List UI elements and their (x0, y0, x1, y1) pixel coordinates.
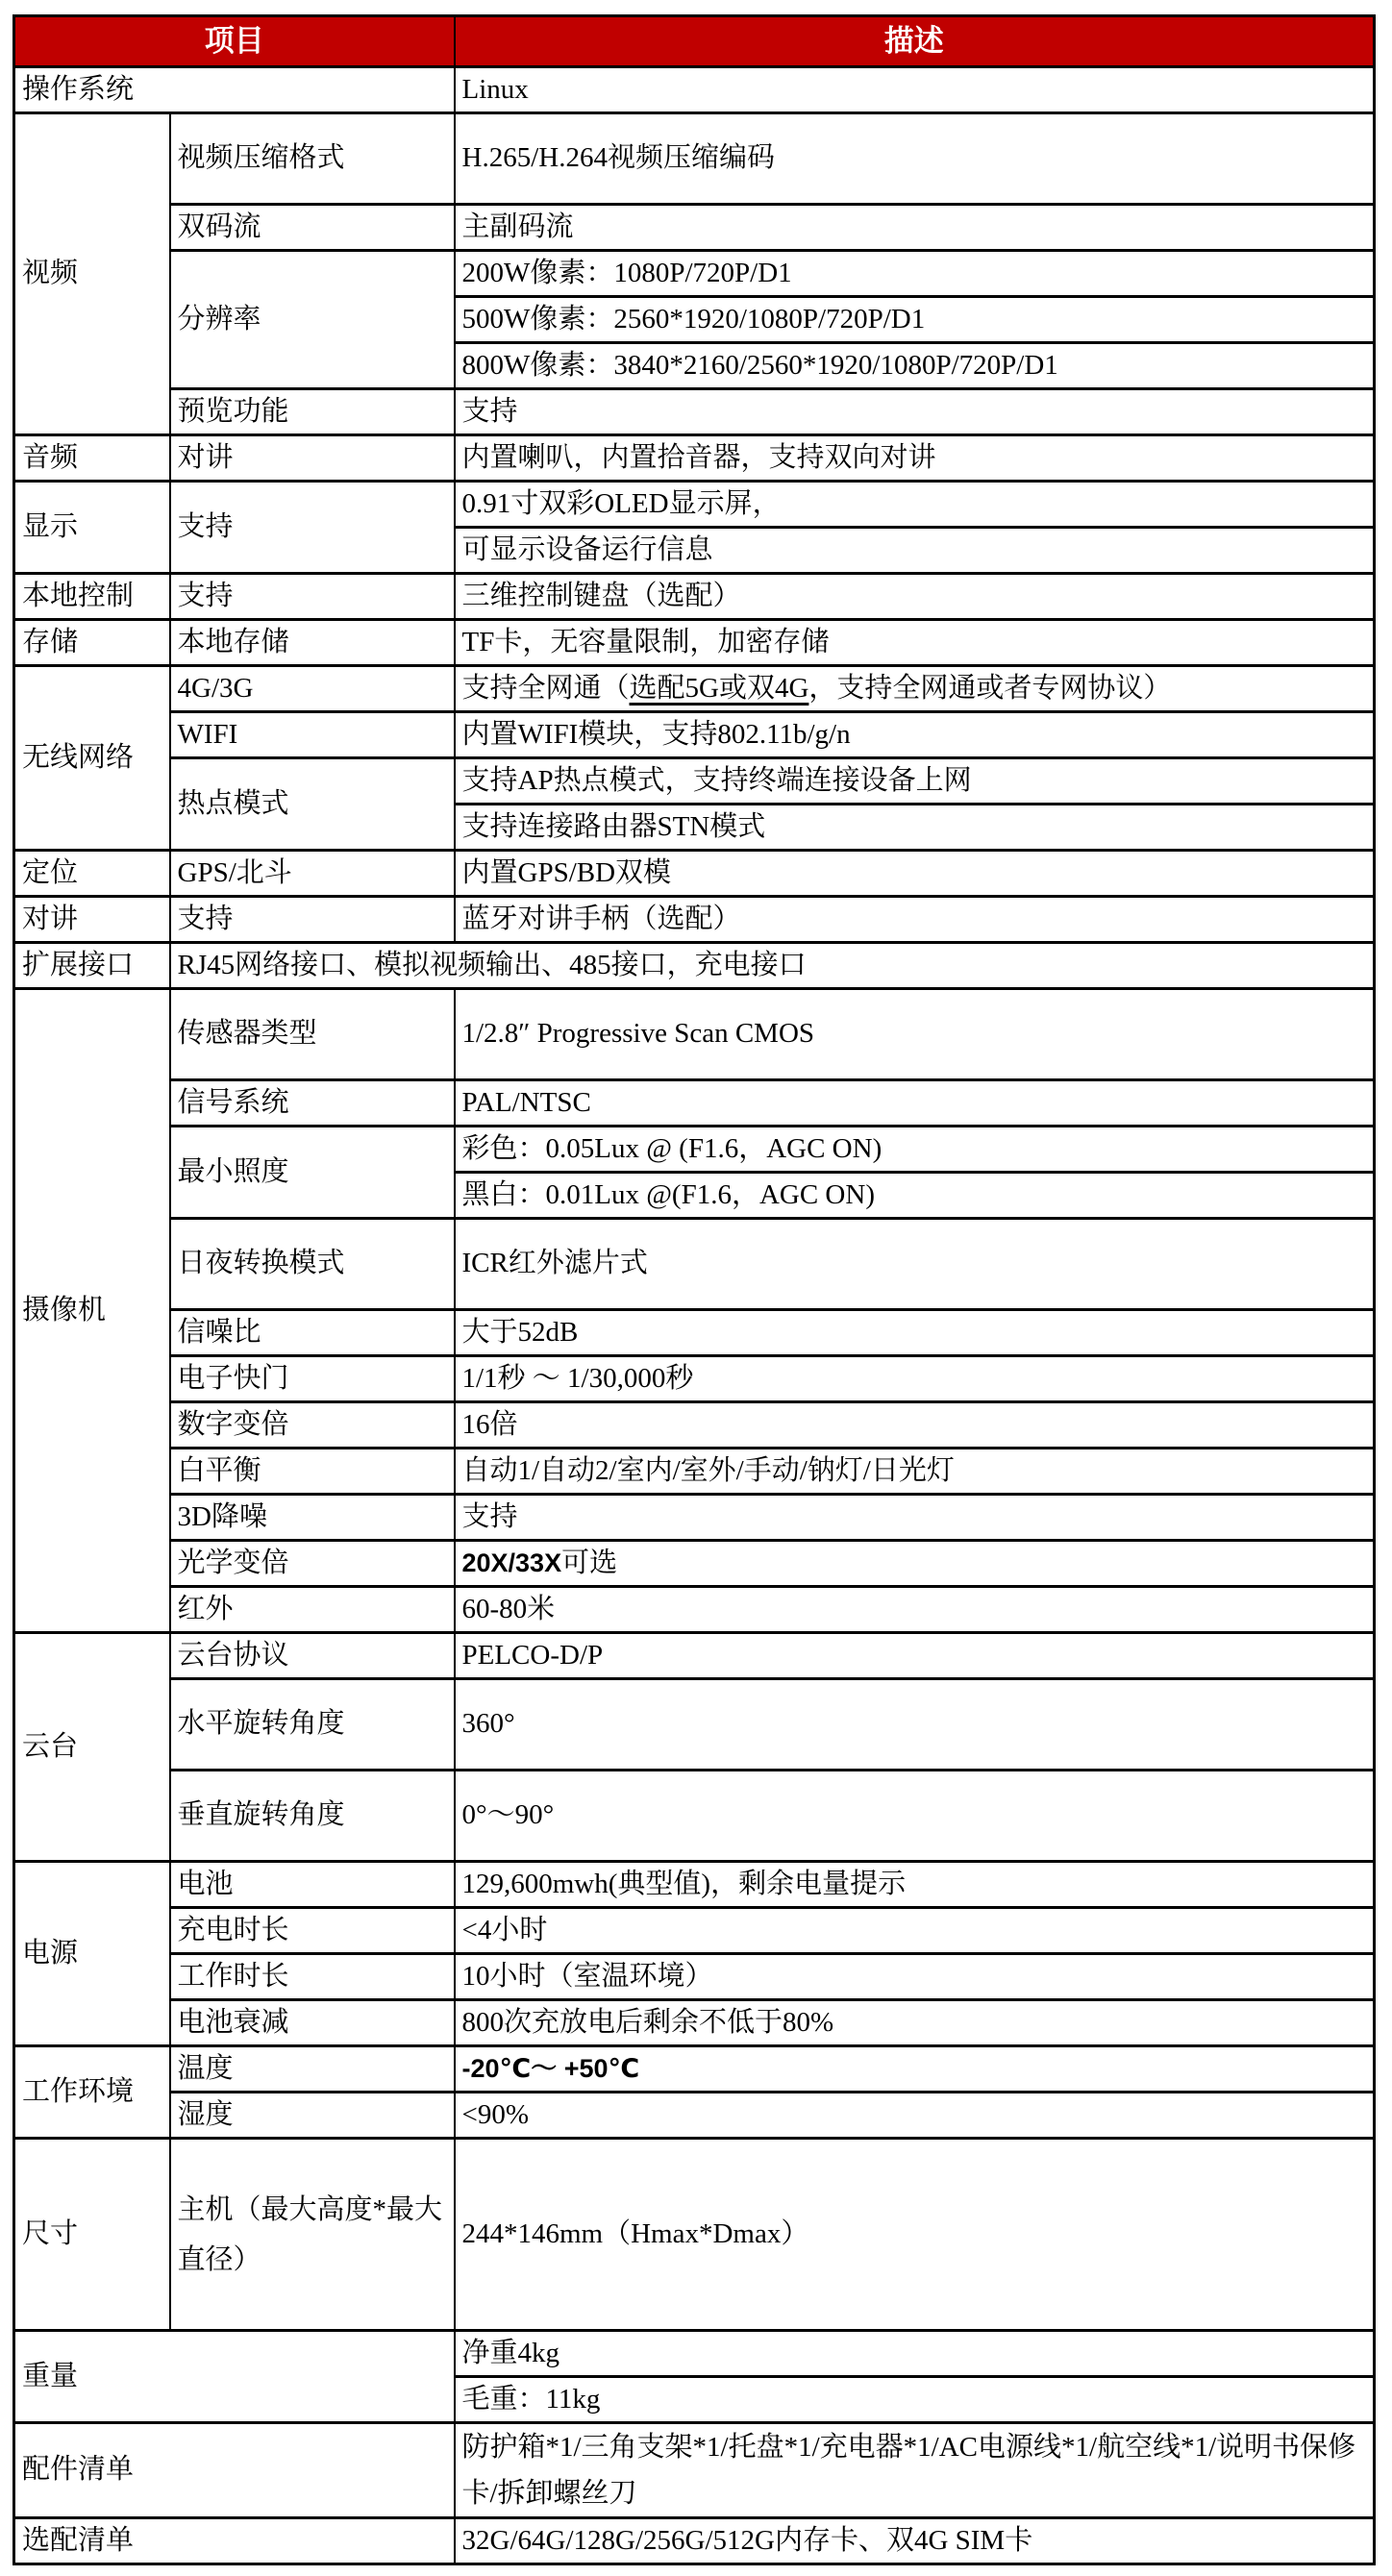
cell-storage-label: 本地存储 (170, 620, 455, 666)
cell-work-time-value: 10小时（室温环境） (455, 1954, 1375, 2000)
cell-white-balance-label: 白平衡 (170, 1449, 455, 1495)
group-audio: 音频 (14, 435, 170, 482)
cell-infrared-value: 60-80米 (455, 1587, 1375, 1633)
cell-wifi-value: 内置WIFI模块，支持802.11b/g/n (455, 712, 1375, 758)
cell-accessories-label: 配件清单 (14, 2423, 455, 2518)
cell-accessories-value: 防护箱*1/三角支架*1/托盘*1/充电器*1/AC电源线*1/航空线*1/说明书保修卡/拆卸螺丝刀 (455, 2423, 1375, 2518)
cell-ptz-protocol-label: 云台协议 (170, 1633, 455, 1679)
cell-optical-zoom-value (455, 1541, 1375, 1587)
cell-weight-gross: 毛重：11kg (455, 2377, 1375, 2423)
cell-weight-label: 重量 (14, 2331, 455, 2423)
cell-pan-value: 360° (455, 1679, 1375, 1771)
cell-snr-label: 信噪比 (170, 1310, 455, 1356)
cell-local-control-value: 三维控制键盘（选配） (455, 574, 1375, 620)
cell-local-control-label: 支持 (170, 574, 455, 620)
cell-tilt-value: 0°～90° (455, 1771, 1375, 1862)
optical-zoom-alt: 20X/33X (461, 1548, 562, 1577)
cell-display-label: 支持 (170, 482, 455, 574)
cell-dual-stream-label: 双码流 (170, 205, 455, 251)
cell-resolution-label: 分辨率 (170, 251, 455, 389)
cell-digital-zoom-value: 16倍 (455, 1402, 1375, 1449)
cell-tilt-label: 垂直旋转角度 (170, 1771, 455, 1862)
group-wireless: 无线网络 (14, 666, 170, 851)
cell-min-illumination-color: 彩色：0.05Lux @ (F1.6，AGC ON) (455, 1127, 1375, 1173)
group-positioning: 定位 (14, 851, 170, 897)
optical-zoom-rest: 可选 (561, 1547, 618, 1578)
cell-noise-reduction-value: 支持 (455, 1495, 1375, 1541)
cell-preview-label: 预览功能 (170, 389, 455, 435)
cell-battery-decay-value: 800次充放电后剩余不低于80% (455, 2000, 1375, 2046)
cell-min-illumination-bw: 黑白：0.01Lux @(F1.6，AGC ON) (455, 1173, 1375, 1219)
cell-dimensions-value: 244*146mm（Hmax*Dmax） (455, 2139, 1375, 2331)
cell-dimensions-label: 主机（最大高度*最大直径） (170, 2139, 455, 2331)
cell-dual-stream-value: 主副码流 (455, 205, 1375, 251)
group-video: 视频 (14, 113, 170, 435)
cell-shutter-value: 1/1秒 ～ 1/30,000秒 (455, 1356, 1375, 1402)
cell-resolution-200w: 200W像素：1080P/720P/D1 (455, 251, 1375, 297)
cell-audio-value: 内置喇叭，内置拾音器，支持双向对讲 (455, 435, 1375, 482)
cell-humidity-value: <90% (455, 2093, 1375, 2139)
group-environment: 工作环境 (14, 2046, 170, 2139)
cell-positioning-value: 内置GPS/BD双模 (455, 851, 1375, 897)
cell-preview-value: 支持 (455, 389, 1375, 435)
cell-snr-value: 大于52dB (455, 1310, 1375, 1356)
cell-expansion-value: RJ45网络接口、模拟视频输出、485接口，充电接口 (170, 943, 1375, 989)
cell-storage-value: TF卡，无容量限制，加密存储 (455, 620, 1375, 666)
cell-shutter-label: 电子快门 (170, 1356, 455, 1402)
cell-charge-time-value: <4小时 (455, 1908, 1375, 1954)
cell-intercom-value: 蓝牙对讲手柄（选配） (455, 897, 1375, 943)
cell-infrared-label: 红外 (170, 1587, 455, 1633)
cell-min-illumination-label: 最小照度 (170, 1127, 455, 1219)
cell-audio-label: 对讲 (170, 435, 455, 482)
cell-weight-net: 净重4kg (455, 2331, 1375, 2377)
group-power: 电源 (14, 1862, 170, 2046)
group-display: 显示 (14, 482, 170, 574)
header-item: 项目 (14, 16, 455, 67)
cell-intercom-label: 支持 (170, 897, 455, 943)
cell-noise-reduction-label: 3D降噪 (170, 1495, 455, 1541)
cell-options-value: 32G/64G/128G/256G/512G内存卡、双4G SIM卡 (455, 2518, 1375, 2564)
cell-hotspot-value-2: 支持连接路由器STN模式 (455, 805, 1375, 851)
cell-white-balance-value: 自动1/自动2/室内/室外/手动/钠灯/日光灯 (455, 1449, 1375, 1495)
group-storage: 存储 (14, 620, 170, 666)
group-ptz: 云台 (14, 1633, 170, 1862)
cell-expansion-label: 扩展接口 (14, 943, 170, 989)
cell-pan-label: 水平旋转角度 (170, 1679, 455, 1771)
cellular-value-prefix: 支持全网通（ (461, 672, 630, 704)
cell-battery-decay-label: 电池衰减 (170, 2000, 455, 2046)
cell-temperature-label: 温度 (170, 2046, 455, 2093)
group-intercom: 对讲 (14, 897, 170, 943)
cell-os-value: Linux (455, 67, 1375, 113)
cell-work-time-label: 工作时长 (170, 1954, 455, 2000)
cell-hotspot-label: 热点模式 (170, 758, 455, 851)
cell-wifi-label: WIFI (170, 712, 455, 758)
cell-cellular-value (455, 666, 1375, 712)
cell-signal-label: 信号系统 (170, 1080, 455, 1127)
cell-ptz-protocol-value: PELCO-D/P (455, 1633, 1375, 1679)
header-row (14, 16, 1375, 67)
cell-cellular-label: 4G/3G (170, 666, 455, 712)
cell-day-night-label: 日夜转换模式 (170, 1219, 455, 1310)
cell-temperature-value: -20℃～ +50℃ (455, 2046, 1375, 2093)
cell-humidity-label: 湿度 (170, 2093, 455, 2139)
cell-sensor-value: 1/2.8″ Progressive Scan CMOS (455, 989, 1375, 1080)
cell-battery-label: 电池 (170, 1862, 455, 1908)
cell-battery-value: 129,600mwh(典型值)，剩余电量提示 (455, 1862, 1375, 1908)
cell-os-label: 操作系统 (14, 67, 455, 113)
cell-options-label: 选配清单 (14, 2518, 455, 2564)
cell-display-value-2: 可显示设备运行信息 (455, 528, 1375, 574)
cell-charge-time-label: 充电时长 (170, 1908, 455, 1954)
cell-day-night-value: ICR红外滤片式 (455, 1219, 1375, 1310)
cellular-value-suffix: ，支持全网通或者专网协议） (808, 672, 1172, 704)
cell-resolution-500w: 500W像素：2560*1920/1080P/720P/D1 (455, 297, 1375, 343)
cell-display-value-1: 0.91寸双彩OLED显示屏， (455, 482, 1375, 528)
cell-video-compression-value: H.265/H.264视频压缩编码 (455, 113, 1375, 205)
cell-video-compression-label: 视频压缩格式 (170, 113, 455, 205)
header-desc: 描述 (455, 16, 1375, 67)
cellular-value-underlined: 选配5G或双4G (629, 672, 809, 704)
group-dimensions: 尺寸 (14, 2139, 170, 2331)
cell-positioning-label: GPS/北斗 (170, 851, 455, 897)
cell-signal-value: PAL/NTSC (455, 1080, 1375, 1127)
spec-table (12, 14, 1376, 2565)
cell-optical-zoom-label: 光学变倍 (170, 1541, 455, 1587)
cell-digital-zoom-label: 数字变倍 (170, 1402, 455, 1449)
group-camera: 摄像机 (14, 989, 170, 1633)
group-local-control: 本地控制 (14, 574, 170, 620)
cell-sensor-label: 传感器类型 (170, 989, 455, 1080)
cell-hotspot-value-1: 支持AP热点模式，支持终端连接设备上网 (455, 758, 1375, 805)
cell-resolution-800w: 800W像素：3840*2160/2560*1920/1080P/720P/D1 (455, 343, 1375, 389)
